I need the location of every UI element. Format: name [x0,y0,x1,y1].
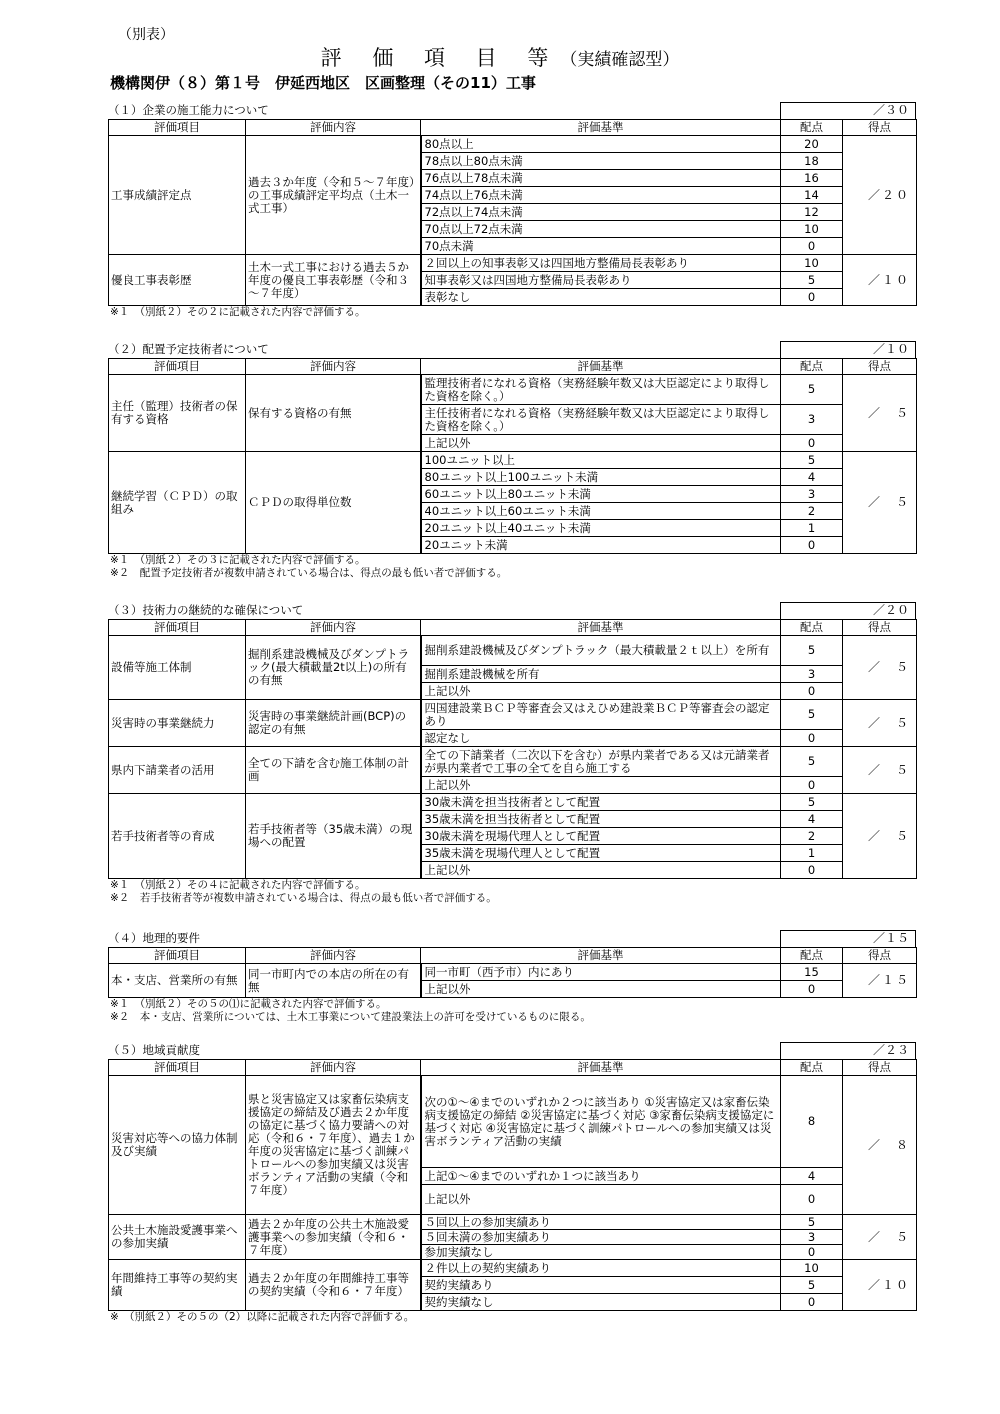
evaluation-content: 保有する資格の有無 [246,375,421,452]
points-column-header: 配点 [781,948,843,964]
criterion-points: 0 [781,435,843,452]
points-column-header: 配点 [781,120,843,136]
criterion-points: 0 [781,683,843,700]
evaluation-item: 若手技術者等の育成 [109,794,246,879]
criterion-points: 15 [781,964,843,981]
evaluation-criterion: 同一市町（西予市）内にあり [421,964,781,981]
section-header [108,102,916,119]
section-total-score: ／２３ [780,1042,916,1059]
section-notes [108,554,916,580]
score-column-header: 得点 [843,620,917,636]
section-notes [108,306,916,319]
criterion-points: 5 [781,452,843,469]
criterion-points: 5 [781,636,843,666]
evaluation-item: 公共土木施設愛護事業への参加実績 [109,1215,246,1260]
evaluation-criterion: 掘削系建設機械を所有 [421,666,781,683]
content-column-header: 評価内容 [246,1060,421,1076]
criterion-points: 5 [781,375,843,405]
evaluation-content: 同一市町内での本店の所在の有無 [246,964,421,998]
table-header-row [109,359,917,375]
appendix-label: （別表） [118,27,174,43]
table-row [109,636,917,666]
section-notes [108,879,916,905]
table-header-row [109,1060,917,1076]
item-score: ／ ８ [843,1076,917,1215]
note-line: ※１ （別紙２）その３に記載された内容で評価する。 [110,554,366,566]
criterion-points: 5 [781,794,843,811]
criterion-points: 3 [781,405,843,435]
criterion-points: 0 [781,1185,843,1215]
item-score: ／１０ [843,1260,917,1311]
evaluation-item: 本・支店、営業所の有無 [109,964,246,998]
evaluation-criterion: 100ユニット以上 [421,452,781,469]
criterion-points: 2 [781,828,843,845]
score-column-header: 得点 [843,359,917,375]
table-row [109,255,917,272]
criterion-points: 2 [781,503,843,520]
evaluation-criterion: 35歳未満を担当技術者として配置 [421,811,781,828]
evaluation-criterion: 上記以外 [421,683,781,700]
table-row [109,747,917,777]
section-notes [108,998,916,1024]
table-row [109,1260,917,1277]
item-score: ／ ５ [843,747,917,794]
section-3 [108,602,916,905]
criterion-points: 5 [781,1215,843,1230]
evaluation-item: 継続学習（ＣＰＤ）の取組み [109,452,246,554]
item-column-header: 評価項目 [109,620,246,636]
evaluation-criterion: 上記以外 [421,777,781,794]
criterion-points: 4 [781,469,843,486]
criterion-points: 10 [781,255,843,272]
criterion-points: 0 [781,862,843,879]
note-line: ※２ 本・支店、営業所については、土木工事業について建設業法上の許可を受けているものに限る。 [110,1011,591,1023]
title-main: 評 価 項 目 等 [320,46,561,70]
note-line: ※１ （別紙２）その４に記載された内容で評価する。 [110,879,366,891]
evaluation-criterion: 70点未満 [421,238,781,255]
criterion-points: 0 [781,1245,843,1260]
project-name: 機構関伊（８）第１号 伊延西地区 区画整理（その11）工事 [110,74,536,92]
score-column-header: 得点 [843,120,917,136]
score-column-header: 得点 [843,948,917,964]
score-column-header: 得点 [843,1060,917,1076]
criterion-points: 1 [781,520,843,537]
criterion-points: 5 [781,1277,843,1294]
evaluation-content: 過去２か年度の年間維持工事等の契約実績（令和６・７年度） [246,1260,421,1311]
criterion-points: 0 [781,777,843,794]
evaluation-criterion: 監理技術者になれる資格（実務経験年数又は大臣認定により取得した資格を除く。） [421,375,781,405]
points-column-header: 配点 [781,620,843,636]
criterion-points: 1 [781,845,843,862]
evaluation-criterion: 上記①～④までのいずれか１つに該当あり [421,1168,781,1185]
criterion-points: 0 [781,981,843,998]
evaluation-criterion: 70点以上72点未満 [421,221,781,238]
evaluation-criterion: 30歳未満を現場代理人として配置 [421,828,781,845]
item-column-header: 評価項目 [109,948,246,964]
evaluation-criterion: 40ユニット以上60ユニット未満 [421,503,781,520]
criterion-points: 18 [781,153,843,170]
note-line: ※２ 若手技術者等が複数申請されている場合は、得点の最も低い者で評価する。 [110,892,497,904]
evaluation-item: 優良工事表彰歴 [109,255,246,306]
section-2 [108,341,916,580]
criterion-points: 3 [781,1230,843,1245]
evaluation-criterion: 次の①～④までのいずれか２つに該当あり ①災害協定又は家畜伝染病支援協定の締結 ②災害協定に基づく対応 ③家畜伝染病支援協定に基づく対応 ④災害協定に基づく訓練パトロールへの参加実績又は災害ボランティア活動の実績 [421,1076,781,1168]
evaluation-item: 設備等施工体制 [109,636,246,700]
item-score: ／ ５ [843,1215,917,1260]
table-header-row [109,948,917,964]
table-row [109,375,917,405]
evaluation-table [108,619,917,879]
evaluation-content: 土木一式工事における過去５か年度の優良工事表彰歴（令和３～７年度） [246,255,421,306]
note-line: ※ （別紙２）その５の（2）以降に記載された内容で評価する。 [110,1311,415,1323]
table-row [109,964,917,981]
evaluation-criterion: 参加実績なし [421,1245,781,1260]
evaluation-criterion: 80ユニット以上100ユニット未満 [421,469,781,486]
table-row [109,700,917,730]
content-column-header: 評価内容 [246,120,421,136]
evaluation-criterion: 上記以外 [421,862,781,879]
evaluation-criterion: 60ユニット以上80ユニット未満 [421,486,781,503]
evaluation-table [108,358,917,554]
section-header [108,602,916,619]
section-title: （４）地理的要件 [108,931,200,945]
evaluation-criterion: 主任技術者になれる資格（実務経験年数又は大臣認定により取得した資格を除く。） [421,405,781,435]
criterion-points: 14 [781,187,843,204]
item-score: ／ ５ [843,452,917,554]
evaluation-criterion: 35歳未満を現場代理人として配置 [421,845,781,862]
evaluation-table [108,1059,917,1311]
item-score: ／ ５ [843,794,917,879]
points-column-header: 配点 [781,1060,843,1076]
note-line: ※１ （別紙２）その２に記載された内容で評価する。 [110,306,366,318]
section-4 [108,930,916,1024]
section-total-score: ／３０ [780,102,916,119]
evaluation-criterion: 20ユニット未満 [421,537,781,554]
evaluation-criterion: 78点以上80点未満 [421,153,781,170]
criterion-points: 0 [781,238,843,255]
title-sub: （実績確認型） [560,50,680,70]
item-score: ／ ５ [843,375,917,452]
evaluation-criterion: 74点以上76点未満 [421,187,781,204]
criterion-points: 20 [781,136,843,153]
evaluation-criterion: 契約実績なし [421,1294,781,1311]
table-row [109,1076,917,1168]
evaluation-item: 年間維持工事等の契約実績 [109,1260,246,1311]
criterion-points: 3 [781,486,843,503]
item-column-header: 評価項目 [109,359,246,375]
points-column-header: 配点 [781,359,843,375]
criterion-points: 5 [781,700,843,730]
evaluation-criterion: 認定なし [421,730,781,747]
table-row [109,452,917,469]
section-header [108,930,916,947]
content-column-header: 評価内容 [246,948,421,964]
criterion-points: 10 [781,1260,843,1277]
section-5 [108,1042,916,1324]
evaluation-criterion: 20ユニット以上40ユニット未満 [421,520,781,537]
item-score: ／ ５ [843,636,917,700]
evaluation-criterion: 契約実績あり [421,1277,781,1294]
evaluation-criterion: 上記以外 [421,1185,781,1215]
section-title: （３）技術力の継続的な確保について [108,603,304,617]
section-header [108,1042,916,1059]
evaluation-criterion: 知事表彰又は四国地方整備局長表彰あり [421,272,781,289]
criterion-points: 0 [781,537,843,554]
section-title: （５）地域貢献度 [108,1043,200,1057]
table-row [109,1215,917,1230]
section-1 [108,102,916,319]
criterion-points: 0 [781,289,843,306]
evaluation-content: 過去３か年度（令和５～７年度）の工事成績評定平均点（土木一式工事） [246,136,421,255]
criterion-points: 0 [781,730,843,747]
evaluation-criterion: ２件以上の契約実績あり [421,1260,781,1277]
evaluation-content: 若手技術者等（35歳未満）の現場への配置 [246,794,421,879]
criterion-points: 12 [781,204,843,221]
evaluation-criterion: ５回以上の参加実績あり [421,1215,781,1230]
evaluation-item: 災害対応等への協力体制及び実績 [109,1076,246,1215]
table-header-row [109,120,917,136]
evaluation-content: 県と災害協定又は家畜伝染病支援協定の締結及び過去２か年度の協定に基づく協力要請への対応（令和６・７年度）、過去１か年度の災害協定に基づく訓練パトロールへの参加実績又は災害ボランティア活動の実績（令和７年度） [246,1076,421,1215]
section-total-score: ／２０ [780,602,916,619]
criterion-points: 10 [781,221,843,238]
evaluation-criterion: 72点以上74点未満 [421,204,781,221]
criterion-points: 4 [781,811,843,828]
evaluation-table [108,947,917,998]
note-line: ※２ 配置予定技術者が複数申請されている場合は、得点の最も低い者で評価する。 [110,567,508,579]
criteria-column-header: 評価基準 [421,948,781,964]
item-column-header: 評価項目 [109,1060,246,1076]
section-header [108,341,916,358]
criteria-column-header: 評価基準 [421,359,781,375]
evaluation-content: 掘削系建設機械及びダンプトラック(最大積載量2t以上)の所有の有無 [246,636,421,700]
evaluation-item: 主任（監理）技術者の保有する資格 [109,375,246,452]
criterion-points: 3 [781,666,843,683]
evaluation-criterion: 30歳未満を担当技術者として配置 [421,794,781,811]
item-score: ／２０ [843,136,917,255]
item-column-header: 評価項目 [109,120,246,136]
evaluation-criterion: 76点以上78点未満 [421,170,781,187]
table-row [109,794,917,811]
content-column-header: 評価内容 [246,620,421,636]
section-title: （２）配置予定技術者について [108,342,269,356]
criterion-points: 5 [781,747,843,777]
section-title: （１）企業の施工能力について [108,103,269,117]
item-score: ／ ５ [843,700,917,747]
item-score: ／１５ [843,964,917,998]
section-total-score: ／１０ [780,341,916,358]
evaluation-criterion: ５回未満の参加実績あり [421,1230,781,1245]
evaluation-criterion: 上記以外 [421,981,781,998]
criteria-column-header: 評価基準 [421,120,781,136]
criteria-column-header: 評価基準 [421,620,781,636]
evaluation-criterion: 表彰なし [421,289,781,306]
document-title [0,42,1000,72]
criteria-column-header: 評価基準 [421,1060,781,1076]
criterion-points: 0 [781,1294,843,1311]
evaluation-content: 全ての下請を含む施工体制の計画 [246,747,421,794]
evaluation-criterion: 掘削系建設機械及びダンプトラック（最大積載量２ｔ以上）を所有 [421,636,781,666]
table-row [109,136,917,153]
section-notes [108,1311,916,1324]
section-total-score: ／１５ [780,930,916,947]
evaluation-content: 過去２か年度の公共土木施設愛護事業への参加実績（令和６・７年度） [246,1215,421,1260]
evaluation-item: 県内下請業者の活用 [109,747,246,794]
note-line: ※１ （別紙２）その５の⑴に記載された内容で評価する。 [110,998,387,1010]
evaluation-item: 工事成績評定点 [109,136,246,255]
evaluation-content: ＣＰＤの取得単位数 [246,452,421,554]
content-column-header: 評価内容 [246,359,421,375]
evaluation-content: 災害時の事業継続計画(BCP)の認定の有無 [246,700,421,747]
item-score: ／１０ [843,255,917,306]
evaluation-criterion: 全ての下請業者（二次以下を含む）が県内業者である又は元請業者が県内業者で工事の全てを自ら施工する [421,747,781,777]
evaluation-table [108,119,917,306]
criterion-points: 4 [781,1168,843,1185]
criterion-points: 5 [781,272,843,289]
criterion-points: 8 [781,1076,843,1168]
evaluation-criterion: 80点以上 [421,136,781,153]
evaluation-criterion: 四国建設業ＢＣＰ等審査会又はえひめ建設業ＢＣＰ等審査会の認定あり [421,700,781,730]
evaluation-criterion: 上記以外 [421,435,781,452]
evaluation-item: 災害時の事業継続力 [109,700,246,747]
table-header-row [109,620,917,636]
criterion-points: 16 [781,170,843,187]
evaluation-criterion: ２回以上の知事表彰又は四国地方整備局長表彰あり [421,255,781,272]
